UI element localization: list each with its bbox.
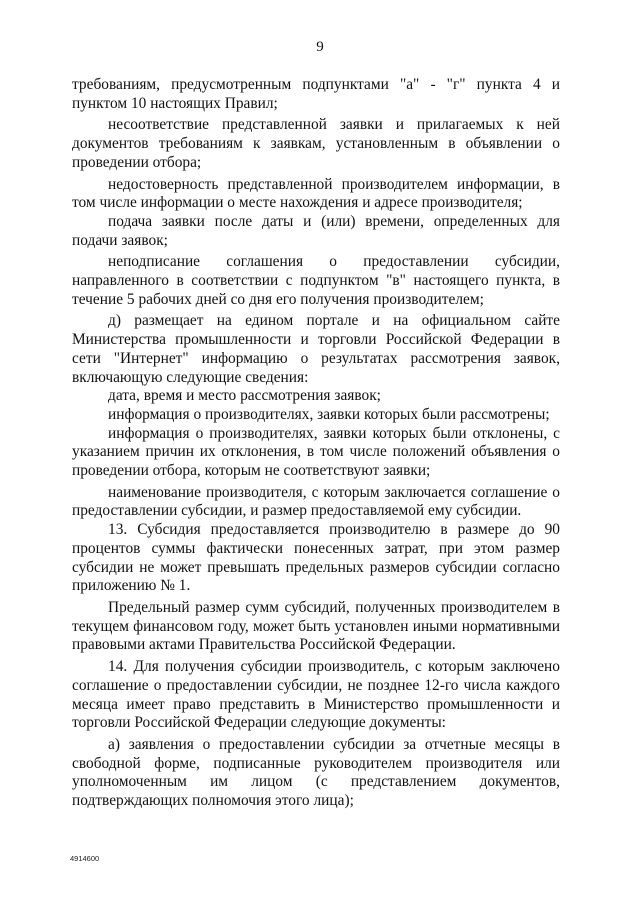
- paragraph: неподписание соглашения о предоставлении субсидии, направленного в соответствии с подпунктом "в" настоящего пункта, в течение 5 рабочих дней со дня его получения производителем;: [72, 253, 560, 308]
- paragraph: д) размещает на едином портале и на официальном сайте Министерства промышленности и торговли Российской Федерации в сети "Интернет" информацию о результатах рассмотрения заявок, включающую следующие сведения:: [72, 312, 560, 386]
- paragraph: дата, время и место рассмотрения заявок;: [108, 387, 381, 405]
- paragraph-continuation: требованиям, предусмотренным подпунктами "а" - "г" пункта 4 и пунктом 10 настоящих Правил;: [72, 76, 560, 112]
- paragraph: Предельный размер сумм субсидий, полученных производителем в текущем финансовом году, может быть установлен иными нормативными правовыми актами Правительства Российской Федерации.: [72, 598, 560, 654]
- paragraph: несоответствие представленной заявки и прилагаемых к ней документов требованиям к заявкам, установленным в объявлении о проведении отбора;: [72, 116, 560, 171]
- paragraph: подача заявки после даты и (или) времени, определенных для подачи заявок;: [72, 212, 560, 249]
- page-body: [72, 76, 560, 811]
- paragraph: информация о производителях, заявки которых были отклонены, с указанием причин их отклонения, в том числе положений объявления о проведении отбора, которым не соответствуют заявки;: [72, 424, 560, 480]
- paragraph: 13. Субсидия предоставляется производителю в размере до 90 процентов суммы фактически понесенных затрат, при этом размер субсидии не может превышать предельных размеров субсидии согласно приложению № 1.: [72, 521, 560, 595]
- paragraph: наименование производителя, с которым заключается соглашение о предоставлении субсидии, и размер предоставляемой ему субсидии.: [72, 483, 560, 520]
- page-number: 9: [316, 39, 324, 55]
- paragraph: информация о производителях, заявки которых были рассмотрены;: [108, 405, 550, 423]
- document-code: 4914600: [70, 854, 100, 863]
- paragraph: недостоверность представленной производителем информации, в том числе информации о месте нахождения и адресе производителя;: [72, 175, 560, 212]
- paragraph: 14. Для получения субсидии производитель, с которым заключено соглашение о предоставлении субсидии, не позднее 12-го числа каждого месяца имеет право представить в Министерство промышленности и торговли Российской Федерации следующие документы:: [72, 658, 560, 732]
- paragraph: а) заявления о предоставлении субсидии за отчетные месяцы в свободной форме, подписанные руководителем производителя или уполномоченным им лицом (с представлением документов, подтверждающих полномочия этого лица);: [72, 735, 560, 810]
